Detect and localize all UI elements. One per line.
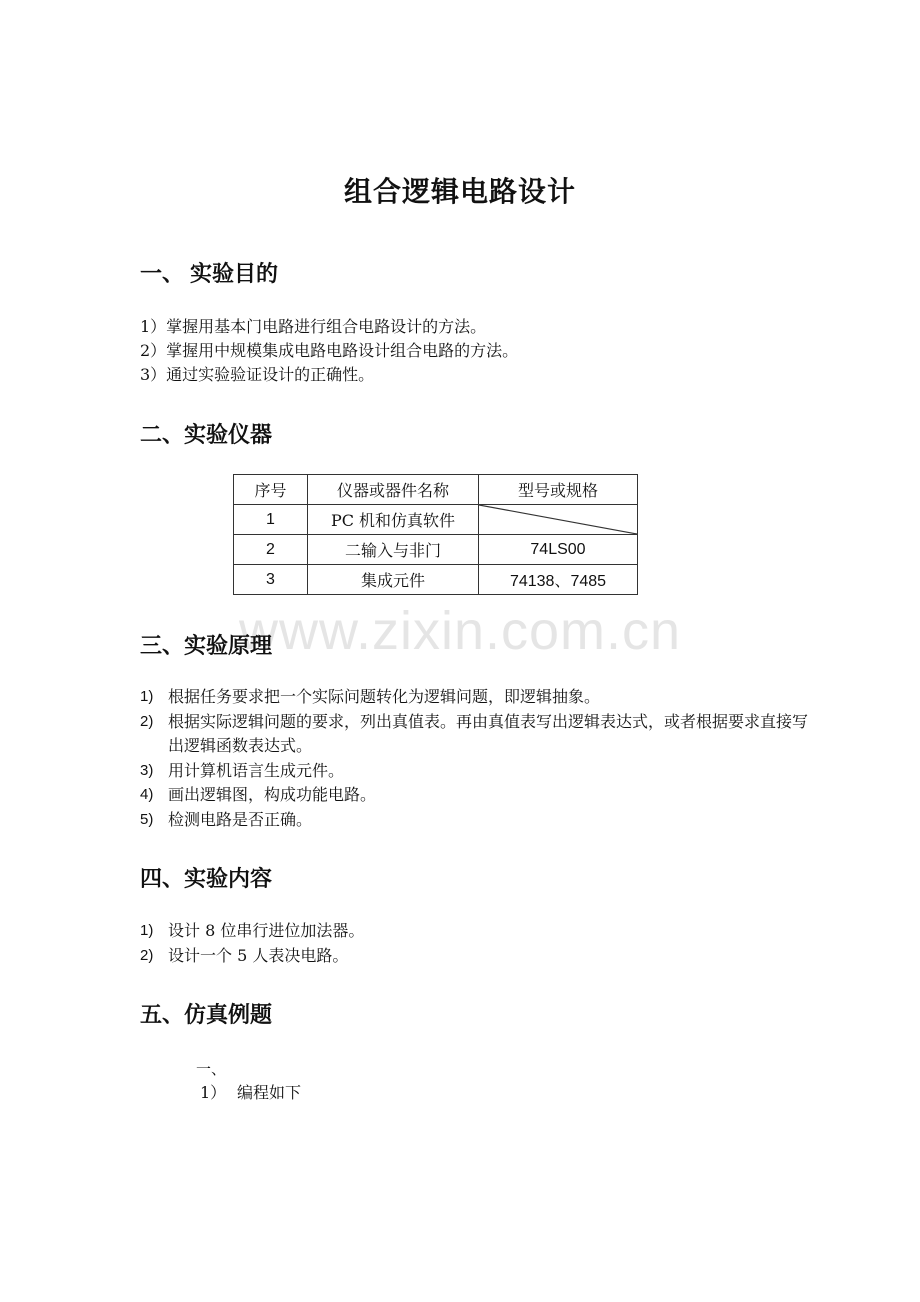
list-marker: 2)	[140, 946, 154, 964]
purpose-item-2: 2）掌握用中规模集成电路电路设计组合电路的方法。	[140, 341, 519, 360]
list-marker: 1)	[140, 688, 154, 705]
table-cell: PC 机和仿真软件	[308, 505, 479, 535]
purpose-item-1: 1）掌握用基本门电路进行组合电路设计的方法。	[140, 317, 487, 336]
list-item	[140, 783, 818, 808]
list-marker: 3)	[140, 761, 154, 779]
table-cell: 74LS00	[479, 535, 638, 565]
table-header-cell: 序号	[234, 475, 308, 505]
table-row	[234, 505, 638, 535]
list-marker: 5)	[140, 810, 154, 828]
list-marker: 4)	[140, 786, 154, 803]
list-item	[140, 685, 818, 710]
list-text: 检测电路是否正确。	[168, 809, 313, 829]
diagonal-line	[479, 505, 637, 534]
content-list	[140, 919, 818, 968]
list-item	[140, 808, 818, 833]
list-text: 用计算机语言生成元件。	[168, 760, 345, 780]
example-sub-marker: 一、	[196, 1060, 227, 1078]
section-heading-principle: 三、实验原理	[140, 634, 273, 659]
table-header-cell: 型号或规格	[479, 475, 638, 505]
instrument-table	[233, 474, 638, 595]
section-heading-purpose	[140, 257, 278, 288]
list-text: 设计 8 位串行进位加法器。	[168, 921, 365, 940]
example-item-marker: 1）	[200, 1083, 227, 1102]
example-item-text: 编程如下	[237, 1083, 302, 1102]
section-heading-instruments: 二、实验仪器	[140, 423, 273, 448]
table-header-row	[234, 475, 638, 505]
section-heading-content: 四、实验内容	[140, 867, 273, 892]
table-cell: 1	[234, 505, 308, 535]
table-cell: 集成元件	[308, 565, 479, 595]
list-item	[140, 944, 818, 969]
table-row	[234, 565, 638, 595]
list-item	[140, 710, 818, 759]
list-marker: 2)	[140, 712, 154, 730]
principle-list	[140, 685, 818, 832]
diagonal-empty-cell	[479, 505, 638, 535]
example-item	[200, 1080, 301, 1103]
table-header-cell: 仪器或器件名称	[308, 475, 479, 505]
list-text: 根据任务要求把一个实际问题转化为逻辑问题，即逻辑抽象。	[168, 687, 601, 706]
list-marker: 1)	[140, 922, 154, 939]
table-cell: 二输入与非门	[308, 535, 479, 565]
list-text: 画出逻辑图，构成功能电路。	[168, 785, 377, 804]
table-cell: 3	[234, 565, 308, 595]
section-title: 实验目的	[190, 262, 279, 287]
list-item	[140, 919, 818, 944]
list-text: 设计一个 5 人表决电路。	[168, 945, 349, 965]
list-item	[140, 759, 818, 784]
section-heading-examples: 五、仿真例题	[140, 1003, 273, 1028]
document-title: 组合逻辑电路设计	[343, 175, 576, 208]
table-cell: 2	[234, 535, 308, 565]
list-text: 根据实际逻辑问题的要求，列出真值表。再由真值表写出逻辑表达式，或者根据要求直接写出逻辑函数表达式。	[168, 711, 809, 755]
table-cell: 74138、7485	[479, 565, 638, 595]
watermark: www.zixin.com.cn	[238, 601, 682, 661]
purpose-item-3: 3）通过实验验证设计的正确性。	[140, 365, 375, 384]
section-number: 一、	[140, 262, 185, 287]
table-row	[234, 535, 638, 565]
